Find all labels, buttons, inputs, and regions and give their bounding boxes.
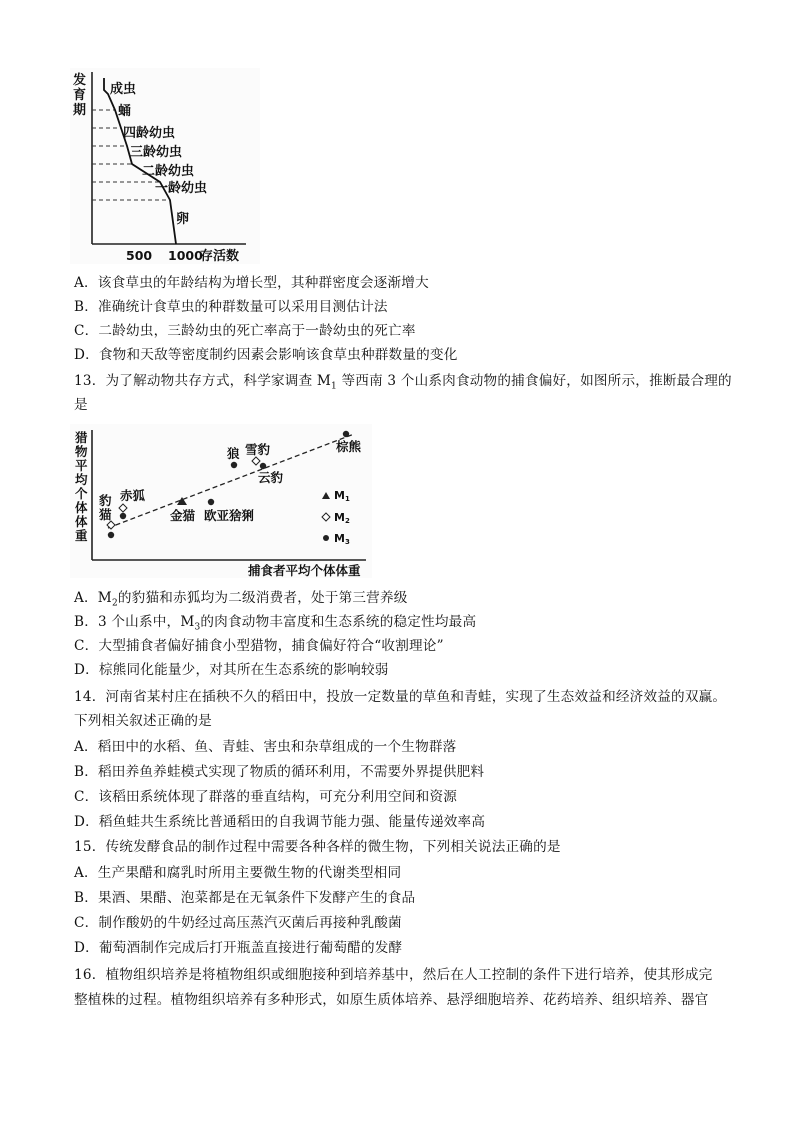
m3-marker-red-fox <box>120 513 126 519</box>
svg-text:均: 均 <box>75 472 88 487</box>
label-clouded-leopard: 云豹 <box>258 470 284 485</box>
q13-stem-line-1: 13．为了解动物共存方式，科学家调查 $M_1$ 等西南 3 个山系肉食动物的捕食偏好，如图所示，推断最合理的 <box>74 373 732 392</box>
label-eurasian-lynx: 欧亚猞猁 <box>204 508 255 523</box>
y-axis-label-2: 育 <box>73 88 87 103</box>
q12-option-c: C．二龄幼虫，三龄幼虫的死亡率高于一龄幼虫的死亡率 <box>74 323 416 339</box>
label-snow-leopard: 雪豹 <box>245 442 271 457</box>
stage-label-4th-instar: 四龄幼虫 <box>123 126 176 141</box>
q15-option-a: A．生产果醋和腐乳时所用主要微生物的代谢类型相同 <box>74 865 402 881</box>
x-axis-label: 存活数 <box>200 249 240 264</box>
stage-label-adult: 成虫 <box>110 82 137 97</box>
q15-option-c: C．制作酸奶的牛奶经过高压蒸汽灭菌后再接种乳酸菌 <box>74 915 402 931</box>
q12-option-a: A．该食草虫的年龄结构为增长型，其种群密度会逐渐增大 <box>74 275 429 291</box>
q16-stem-line-1: 16．植物组织培养是将植物组织或细胞接种到培养基中，然后在人工控制的条件下进行培养，使其形成完 <box>74 967 713 983</box>
label-golden-cat: 金猫 <box>170 508 196 523</box>
q14-option-b: B．稻田养鱼养蛙模式实现了物质的循环利用，不需要外界提供肥料 <box>74 764 485 780</box>
stage-label-pupa: 蛹 <box>118 104 132 119</box>
q13-option-d: D．棕熊同化能量少，对其所在生态系统的影响较弱 <box>74 662 389 678</box>
svg-text:M1: M1 <box>334 489 350 503</box>
svg-text:物: 物 <box>75 444 88 459</box>
label-leopard-cat-1: 豹 <box>99 493 112 508</box>
q12-option-d: D．食物和天敌等密度制约因素会影响该食草虫种群数量的变化 <box>74 347 458 363</box>
y-axis-label <box>74 430 88 543</box>
survival-curve-figure <box>70 68 260 264</box>
svg-text:个: 个 <box>75 486 88 501</box>
q14-stem-line-2: 下列相关叙述正确的是 <box>74 713 212 729</box>
m3-marker-clouded-leopard <box>260 463 266 469</box>
svg-text:M2: M2 <box>334 511 350 525</box>
y-axis-label-1: 发 <box>73 73 87 88</box>
label-leopard-cat-2: 猫 <box>99 507 112 522</box>
m3-marker-wolf <box>231 462 237 468</box>
q13-stem-line-2: 是 <box>74 397 88 413</box>
predation-preference-figure <box>70 424 372 578</box>
q16-stem-line-2: 整植株的过程。植物组织培养有多种形式，如原生质体培养、悬浮细胞培养、花药培养、组织培养、器官 <box>74 992 709 1008</box>
stage-label-egg: 卵 <box>176 212 190 227</box>
q14-stem-line-1: 14．河南省某村庄在插秧不久的稻田中，投放一定数量的草鱼和青蛙，实现了生态效益和经济效益的双赢。 <box>74 689 727 705</box>
svg-text:平: 平 <box>75 458 88 473</box>
svg-text:体: 体 <box>75 500 88 515</box>
x-axis-label: 捕食者平均个体体重 <box>248 563 361 578</box>
m3-marker-lynx <box>208 499 214 505</box>
label-wolf: 狼 <box>227 446 240 461</box>
x-tick-1000: 1000 <box>168 248 203 263</box>
y-axis-label-3: 期 <box>73 103 87 118</box>
q14-option-c: C．该稻田系统体现了群落的垂直结构，可充分利用空间和资源 <box>74 789 458 805</box>
svg-text:猎: 猎 <box>75 430 88 445</box>
q14-option-a: A．稻田中的水稻、鱼、青蛙、害虫和杂草组成的一个生物群落 <box>74 739 457 755</box>
stage-label-1st-instar: 一龄幼虫 <box>155 181 208 196</box>
svg-text:M3: M3 <box>334 532 350 546</box>
q13-option-c: C．大型捕食者偏好捕食小型猎物，捕食偏好符合“收割理论” <box>74 638 444 654</box>
stage-label-2nd-instar: 二龄幼虫 <box>142 164 195 179</box>
m3-marker-brown-bear <box>343 431 349 437</box>
label-red-fox: 赤狐 <box>120 488 146 503</box>
svg-text:体: 体 <box>75 514 88 529</box>
m3-marker-leopard-cat <box>108 532 114 538</box>
label-brown-bear: 棕熊 <box>336 439 362 454</box>
q13-option-b: B．3 个山系中，$M_3$的肉食动物丰富度和生态系统的稳定性均最高 <box>74 614 477 633</box>
svg-text:重: 重 <box>75 528 88 543</box>
q15-stem: 15．传统发酵食品的制作过程中需要各种各样的微生物，下列相关说法正确的是 <box>74 839 561 855</box>
q15-option-b: B．果酒、果醋、泡菜都是在无氧条件下发酵产生的食品 <box>74 890 416 906</box>
q15-option-d: D．葡萄酒制作完成后打开瓶盖直接进行葡萄醋的发酵 <box>74 940 403 956</box>
q12-option-b: B．准确统计食草虫的种群数量可以采用目测估计法 <box>74 299 388 315</box>
q14-option-d: D．稻鱼蛙共生系统比普通稻田的自我调节能力强、能量传递效率高 <box>74 814 486 830</box>
stage-label-3rd-instar: 三龄幼虫 <box>130 145 183 160</box>
x-tick-500: 500 <box>126 248 153 263</box>
legend <box>322 489 350 546</box>
q13-option-a: A．$M_2$的豹猫和赤狐均为二级消费者，处于第三营养级 <box>74 590 408 609</box>
